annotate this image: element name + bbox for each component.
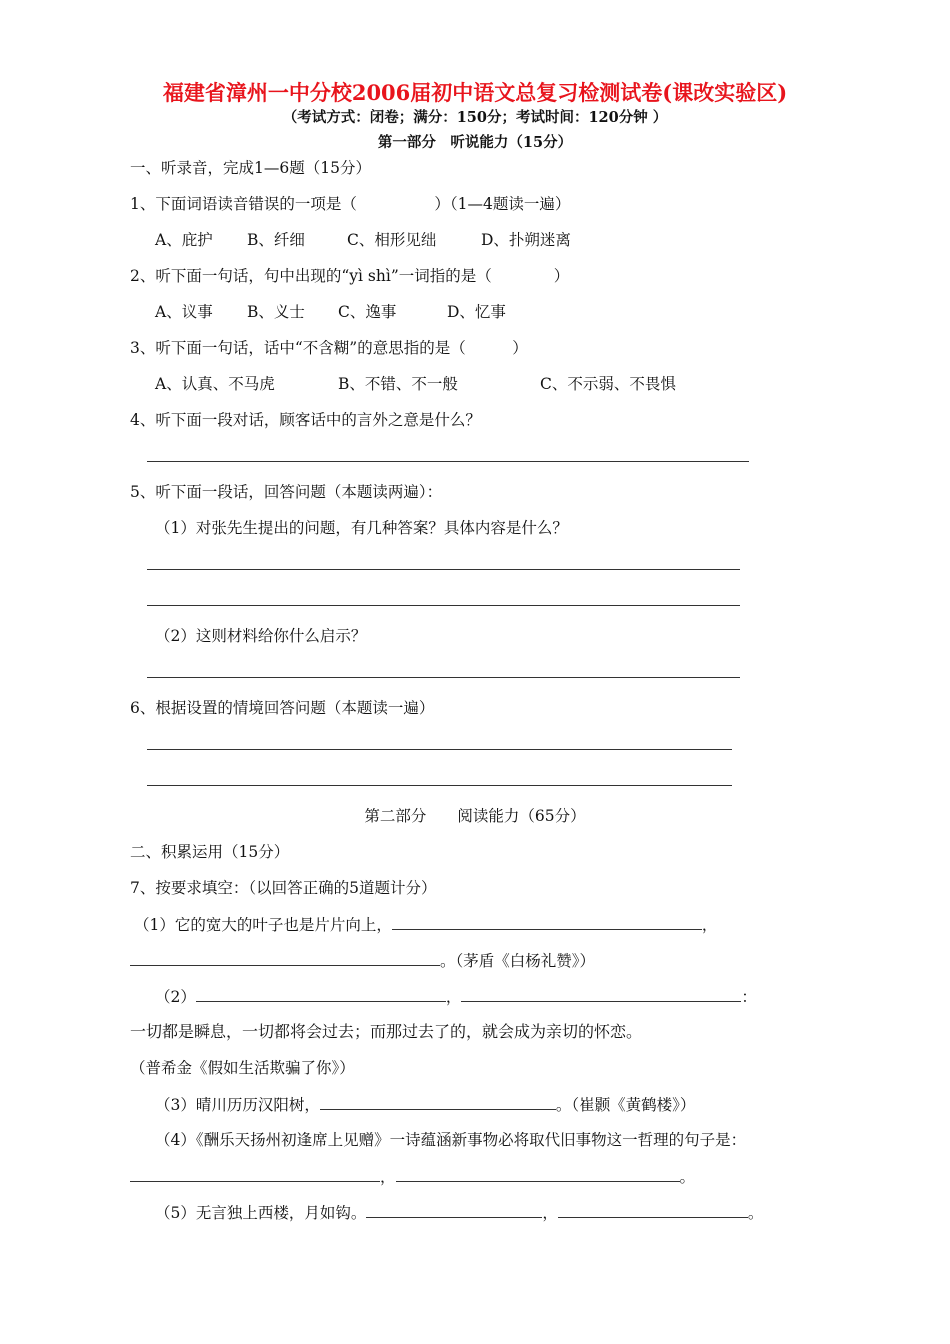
fill-3-blank[interactable] bbox=[320, 1094, 556, 1110]
exam-info: （考试方式：闭卷；满分：150分；考试时间：120分钟 ） bbox=[282, 109, 668, 126]
fill-4-period: 。 bbox=[679, 1168, 696, 1186]
fill-5-prefix: （5）无言独上西楼，月如钩。 bbox=[155, 1204, 367, 1222]
fill-2-prefix: （2） bbox=[155, 988, 196, 1006]
question-6-stem: 6、根据设置的情境回答问题（本题读一遍） bbox=[130, 699, 435, 717]
section1-heading: 一、听录音，完成1—6题（15分） bbox=[130, 159, 371, 177]
fill-5-comma: ， bbox=[542, 1204, 558, 1222]
answer-line-q5-1b[interactable] bbox=[147, 605, 740, 606]
fill-3-prefix: （3）晴川历历汉阳树， bbox=[155, 1096, 320, 1114]
question-3-stem: 3、听下面一句话，话中“不含糊”的意思指的是（ ） bbox=[130, 339, 528, 357]
fill-2-blank-a[interactable] bbox=[196, 986, 446, 1002]
fill-1-comma: ， bbox=[701, 916, 718, 934]
fill-1-prefix: （1）它的宽大的叶子也是片片向上， bbox=[134, 916, 392, 934]
fill-2-blank-b[interactable] bbox=[461, 986, 741, 1002]
question-3-option-a: A、认真、不马虎 bbox=[155, 375, 275, 393]
fill-4-blank-b[interactable] bbox=[396, 1166, 680, 1182]
question-1-option-d: D、扑朔迷离 bbox=[481, 231, 571, 249]
fill-1-blank-a[interactable] bbox=[392, 914, 702, 930]
question-3-option-c: C、不示弱、不畏惧 bbox=[540, 375, 676, 393]
question-2-option-b: B、义士 bbox=[247, 303, 305, 321]
section2-heading: 二、积累运用（15分） bbox=[130, 843, 290, 861]
fill-2-source: （普希金《假如生活欺骗了你》） bbox=[130, 1059, 355, 1077]
question-5-sub2: （2）这则材料给你什么启示？ bbox=[155, 627, 367, 645]
question-4-stem: 4、听下面一段对话，顾客话中的言外之意是什么？ bbox=[130, 411, 481, 429]
fill-2-line bbox=[155, 986, 757, 1007]
fill-4-comma: ， bbox=[380, 1168, 396, 1186]
fill-2-comma: ， bbox=[445, 988, 462, 1006]
answer-line-q6a[interactable] bbox=[147, 749, 732, 750]
question-5-stem: 5、听下面一段话，回答问题（本题读两遍）： bbox=[130, 483, 443, 501]
question-2-option-c: C、逸事 bbox=[338, 303, 397, 321]
answer-line-q4[interactable] bbox=[147, 461, 749, 462]
answer-line-q5-1a[interactable] bbox=[147, 569, 740, 570]
fill-1-blank-b[interactable] bbox=[130, 950, 440, 966]
question-1-option-a: A、庇护 bbox=[155, 231, 213, 249]
fill-4-line bbox=[130, 1166, 695, 1187]
fill-5-line bbox=[155, 1202, 763, 1223]
part1-heading: 第一部分 听说能力（15分） bbox=[377, 134, 573, 151]
question-1-option-c: C、相形见绌 bbox=[347, 231, 437, 249]
question-3-option-b: B、不错、不一般 bbox=[338, 375, 458, 393]
exam-title: 福建省漳州一中分校2006届初中语文总复习检测试卷(课改实验区) bbox=[162, 80, 788, 105]
question-2-option-a: A、议事 bbox=[155, 303, 213, 321]
part2-heading: 第二部分 阅读能力（65分） bbox=[364, 807, 586, 825]
fill-2-colon: ： bbox=[741, 988, 757, 1006]
question-1-option-b: B、纤细 bbox=[247, 231, 305, 249]
fill-2-verse: 一切都是瞬息，一切都将会过去；而那过去了的，就会成为亲切的怀恋。 bbox=[130, 1022, 643, 1041]
fill-5-blank-a[interactable] bbox=[366, 1202, 542, 1218]
fill-1-line2 bbox=[130, 950, 595, 971]
question-2-stem: 2、听下面一句话，句中出现的“yì shì”一词指的是（ ） bbox=[130, 267, 570, 285]
fill-1-line bbox=[134, 914, 717, 935]
answer-line-q6b[interactable] bbox=[147, 785, 732, 786]
question-7-stem: 7、按要求填空：（以回答正确的5道题计分） bbox=[130, 879, 437, 897]
fill-4-blank-a[interactable] bbox=[130, 1166, 380, 1182]
fill-5-blank-b[interactable] bbox=[558, 1202, 748, 1218]
question-1-stem: 1、下面词语读音错误的一项是（ ）（1—4题读一遍） bbox=[130, 195, 571, 213]
fill-1-source: 。（茅盾《白杨礼赞》） bbox=[440, 952, 596, 970]
answer-line-q5-2[interactable] bbox=[147, 677, 740, 678]
question-2-option-d: D、忆事 bbox=[447, 303, 506, 321]
question-5-sub1: （1）对张先生提出的问题，有几种答案？具体内容是什么？ bbox=[155, 519, 568, 537]
fill-4-stem: （4）《酬乐天扬州初逢席上见赠》一诗蕴涵新事物必将取代旧事物这一哲理的句子是： bbox=[155, 1131, 747, 1149]
fill-3-line bbox=[155, 1094, 695, 1115]
fill-5-period: 。 bbox=[747, 1204, 764, 1222]
fill-3-source: 。（崔颢《黄鹤楼》） bbox=[555, 1096, 696, 1114]
